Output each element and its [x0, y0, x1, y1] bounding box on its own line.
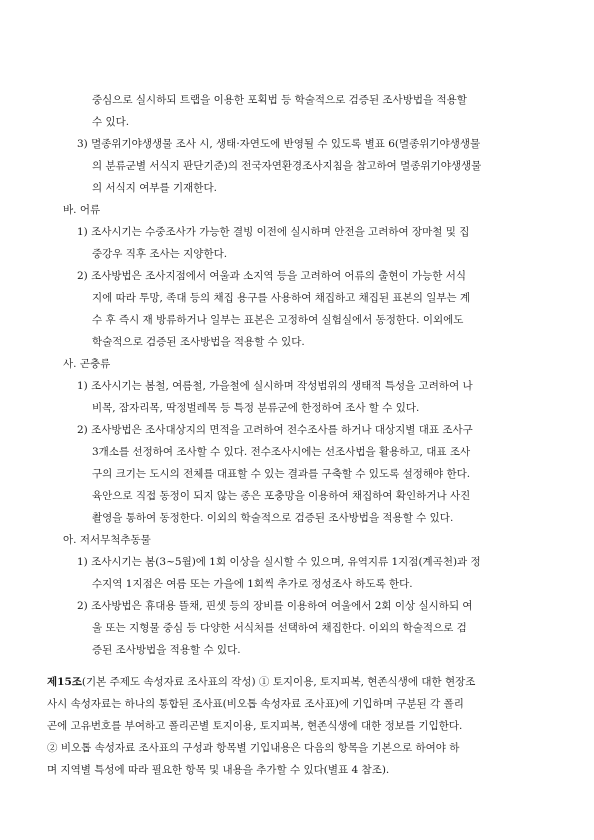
- article-text-line: 사시 속성자료는 하나의 통합된 조사표(비오톱 속성자료 조사표)에 기입하며 구분된 각 폴리: [47, 698, 464, 710]
- text-line: 울 또는 지형물 중심 등 다양한 서식처를 선택하여 채집한다. 이외의 학술적으로 검: [92, 622, 467, 634]
- text-line: 3개소를 선정하여 조사할 수 있다. 전수조사시에는 선조사법을 활용하고, 대표 조사: [92, 446, 471, 458]
- list-item-2: 2) 조사방법은 휴대용 뜰채, 핀셋 등의 장비를 이용하여 여울에서 2회 이상 실시하되 여: [77, 600, 473, 612]
- text-line: 학술적으로 검증된 조사방법을 적용할 수 있다.: [92, 336, 305, 348]
- list-item-1: 1) 조사시기는 봄(3~5월)에 1회 이상을 실시할 수 있으며, 유역지류 1지점(계곡천)과 정: [77, 556, 481, 568]
- text-line: 수 후 즉시 재 방류하거나 일부는 표본은 고정하여 실험실에서 동정한다. 이외에도: [92, 314, 464, 326]
- article-15-line: [47, 675, 475, 689]
- text-line: 구의 크기는 도시의 전체를 대표할 수 있는 결과를 구축할 수 있도록 설정해야 한다.: [92, 468, 471, 480]
- list-item-3: 3) 멸종위기야생생물 조사 시, 생태·자연도에 반영될 수 있도록 별표 6(멸종위기야생생물: [77, 138, 481, 150]
- text-line: 비목, 잠자리목, 딱정벌레목 등 특정 분류군에 한정하여 조사 할 수 있다.: [92, 402, 420, 414]
- section-heading-fish: 바. 어류: [63, 204, 101, 216]
- text-line: 중강우 직후 조사는 지양한다.: [92, 248, 228, 260]
- article-text-line: ② 비오톱 속성자료 조사표의 구성과 항목별 기입내용은 다음의 항목을 기본으로 하여야 하: [47, 742, 460, 754]
- text-line: 촬영을 통하여 동정한다. 이외의 학술적으로 검증된 조사방법을 적용할 수 있다.: [92, 512, 454, 524]
- text-line: 지에 따라 투망, 족대 등의 채집 용구를 사용하여 채집하고 채집된 표본의 일부는 계: [92, 292, 471, 304]
- section-heading-insects: 사. 곤충류: [63, 358, 111, 370]
- text-line: 육안으로 직접 동정이 되지 않는 종은 포충망을 이용하여 채집하여 확인하거나 사진: [92, 490, 471, 502]
- section-heading-benthic: 아. 저서무척추동물: [63, 534, 151, 546]
- list-item-2: 2) 조사방법은 조사대상지의 면적을 고려하여 전수조사를 하거나 대상지별 대표 조사구: [77, 424, 473, 436]
- text-line: 수 있다.: [92, 116, 130, 128]
- list-item-2: 2) 조사방법은 조사지점에서 여울과 소지역 등을 고려하여 어류의 출현이 가능한 서식: [77, 270, 467, 282]
- article-text-line: 며 지역별 특성에 따라 필요한 항목 및 내용을 추가할 수 있다(별표 4 참조).: [47, 764, 390, 776]
- text-line: 의 서식지 여부를 기재한다.: [92, 182, 217, 194]
- list-item-1: 1) 조사시기는 봄철, 여름철, 가을철에 실시하며 작성범위의 생태적 특성을 고려하여 나: [77, 380, 473, 392]
- text-line: 증된 조사방법을 적용할 수 있다.: [92, 644, 241, 656]
- text-line: 수지역 1지점은 여름 또는 가을에 1회씩 추가로 정성조사 하도록 한다.: [92, 578, 413, 590]
- text-line: 중심으로 실시하되 트랩을 이용한 포획법 등 학술적으로 검증된 조사방법을 적용할: [92, 94, 467, 106]
- list-item-1: 1) 조사시기는 수중조사가 가능한 결빙 이전에 실시하며 안전을 고려하여 장마철 및 집: [77, 226, 470, 238]
- article-title-text: (기본 주제도 속성자료 조사표의 작성) ① 토지이용, 토지피복, 현존식생에 대한 현장조: [81, 676, 476, 688]
- text-line: 의 분류군별 서식지 판단기준)의 전국자연환경조사지침을 참고하여 멸종위기야생생물: [92, 160, 482, 172]
- article-number: 제15조: [47, 676, 82, 688]
- article-text-line: 곤에 고유번호를 부여하고 폴리곤별 토지이용, 토지피복, 현존식생에 대한 정보를 기입한다.: [47, 720, 463, 732]
